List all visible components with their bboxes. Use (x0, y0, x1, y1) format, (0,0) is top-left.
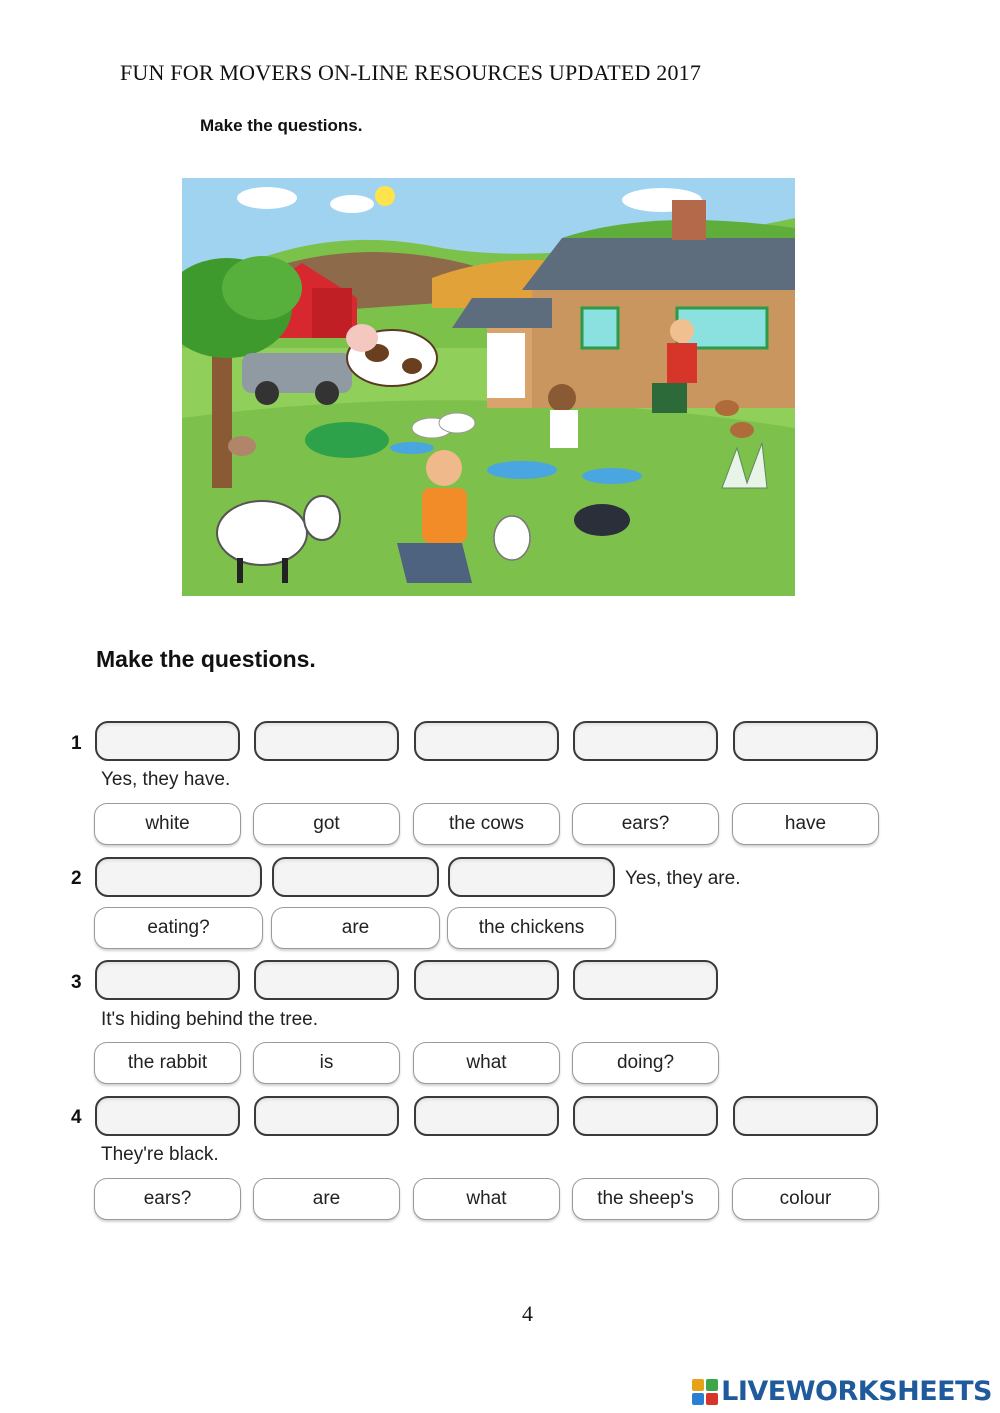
word-tile[interactable]: ears? (572, 803, 719, 845)
question-number: 2 (71, 868, 82, 889)
word-tile[interactable]: the cows (413, 803, 560, 845)
question-number: 4 (71, 1107, 82, 1128)
answer-slot[interactable] (573, 721, 718, 761)
word-tile[interactable]: white (94, 803, 241, 845)
answer-text: Yes, they have. (101, 769, 231, 790)
sun-icon (375, 186, 395, 206)
farm-scene-illustration (182, 178, 795, 596)
answer-slot[interactable] (95, 960, 240, 1000)
answer-slot[interactable] (254, 721, 399, 761)
word-tile[interactable]: the rabbit (94, 1042, 241, 1084)
answer-slot[interactable] (573, 1096, 718, 1136)
answer-slot[interactable] (573, 960, 718, 1000)
word-tile[interactable]: is (253, 1042, 400, 1084)
answer-slot[interactable] (414, 1096, 559, 1136)
exercise-title: Make the questions. (96, 646, 316, 672)
word-tile[interactable]: the sheep's (572, 1178, 719, 1220)
answer-slot[interactable] (414, 960, 559, 1000)
brand-name: LIVEWORKSHEETS (721, 1376, 992, 1407)
page-number: 4 (522, 1301, 533, 1326)
answer-slot[interactable] (95, 857, 262, 897)
word-tile[interactable]: are (253, 1178, 400, 1220)
answer-slot[interactable] (733, 721, 878, 761)
liveworksheets-icon (692, 1379, 718, 1405)
picture-title: Make the questions. (200, 116, 363, 135)
answer-slot[interactable] (254, 960, 399, 1000)
word-tile[interactable]: doing? (572, 1042, 719, 1084)
word-tile[interactable]: colour (732, 1178, 879, 1220)
word-tile[interactable]: ears? (94, 1178, 241, 1220)
word-tile[interactable]: what (413, 1042, 560, 1084)
answer-text: It's hiding behind the tree. (101, 1009, 318, 1030)
answer-text: They're black. (101, 1144, 219, 1165)
answer-slot[interactable] (254, 1096, 399, 1136)
document-header: FUN FOR MOVERS ON-LINE RESOURCES UPDATED 2017 (120, 60, 702, 85)
word-tile[interactable]: are (271, 907, 440, 949)
word-tile[interactable]: eating? (94, 907, 263, 949)
answer-slot[interactable] (95, 721, 240, 761)
question-number: 1 (71, 733, 82, 754)
word-tile[interactable]: the chickens (447, 907, 616, 949)
liveworksheets-logo[interactable] (692, 1376, 992, 1407)
answer-slot[interactable] (733, 1096, 878, 1136)
answer-slot[interactable] (448, 857, 615, 897)
answer-slot[interactable] (95, 1096, 240, 1136)
word-tile[interactable]: got (253, 803, 400, 845)
answer-text: Yes, they are. (625, 868, 741, 889)
word-tile[interactable]: have (732, 803, 879, 845)
word-tile[interactable]: what (413, 1178, 560, 1220)
answer-slot[interactable] (414, 721, 559, 761)
question-number: 3 (71, 972, 82, 993)
answer-slot[interactable] (272, 857, 439, 897)
